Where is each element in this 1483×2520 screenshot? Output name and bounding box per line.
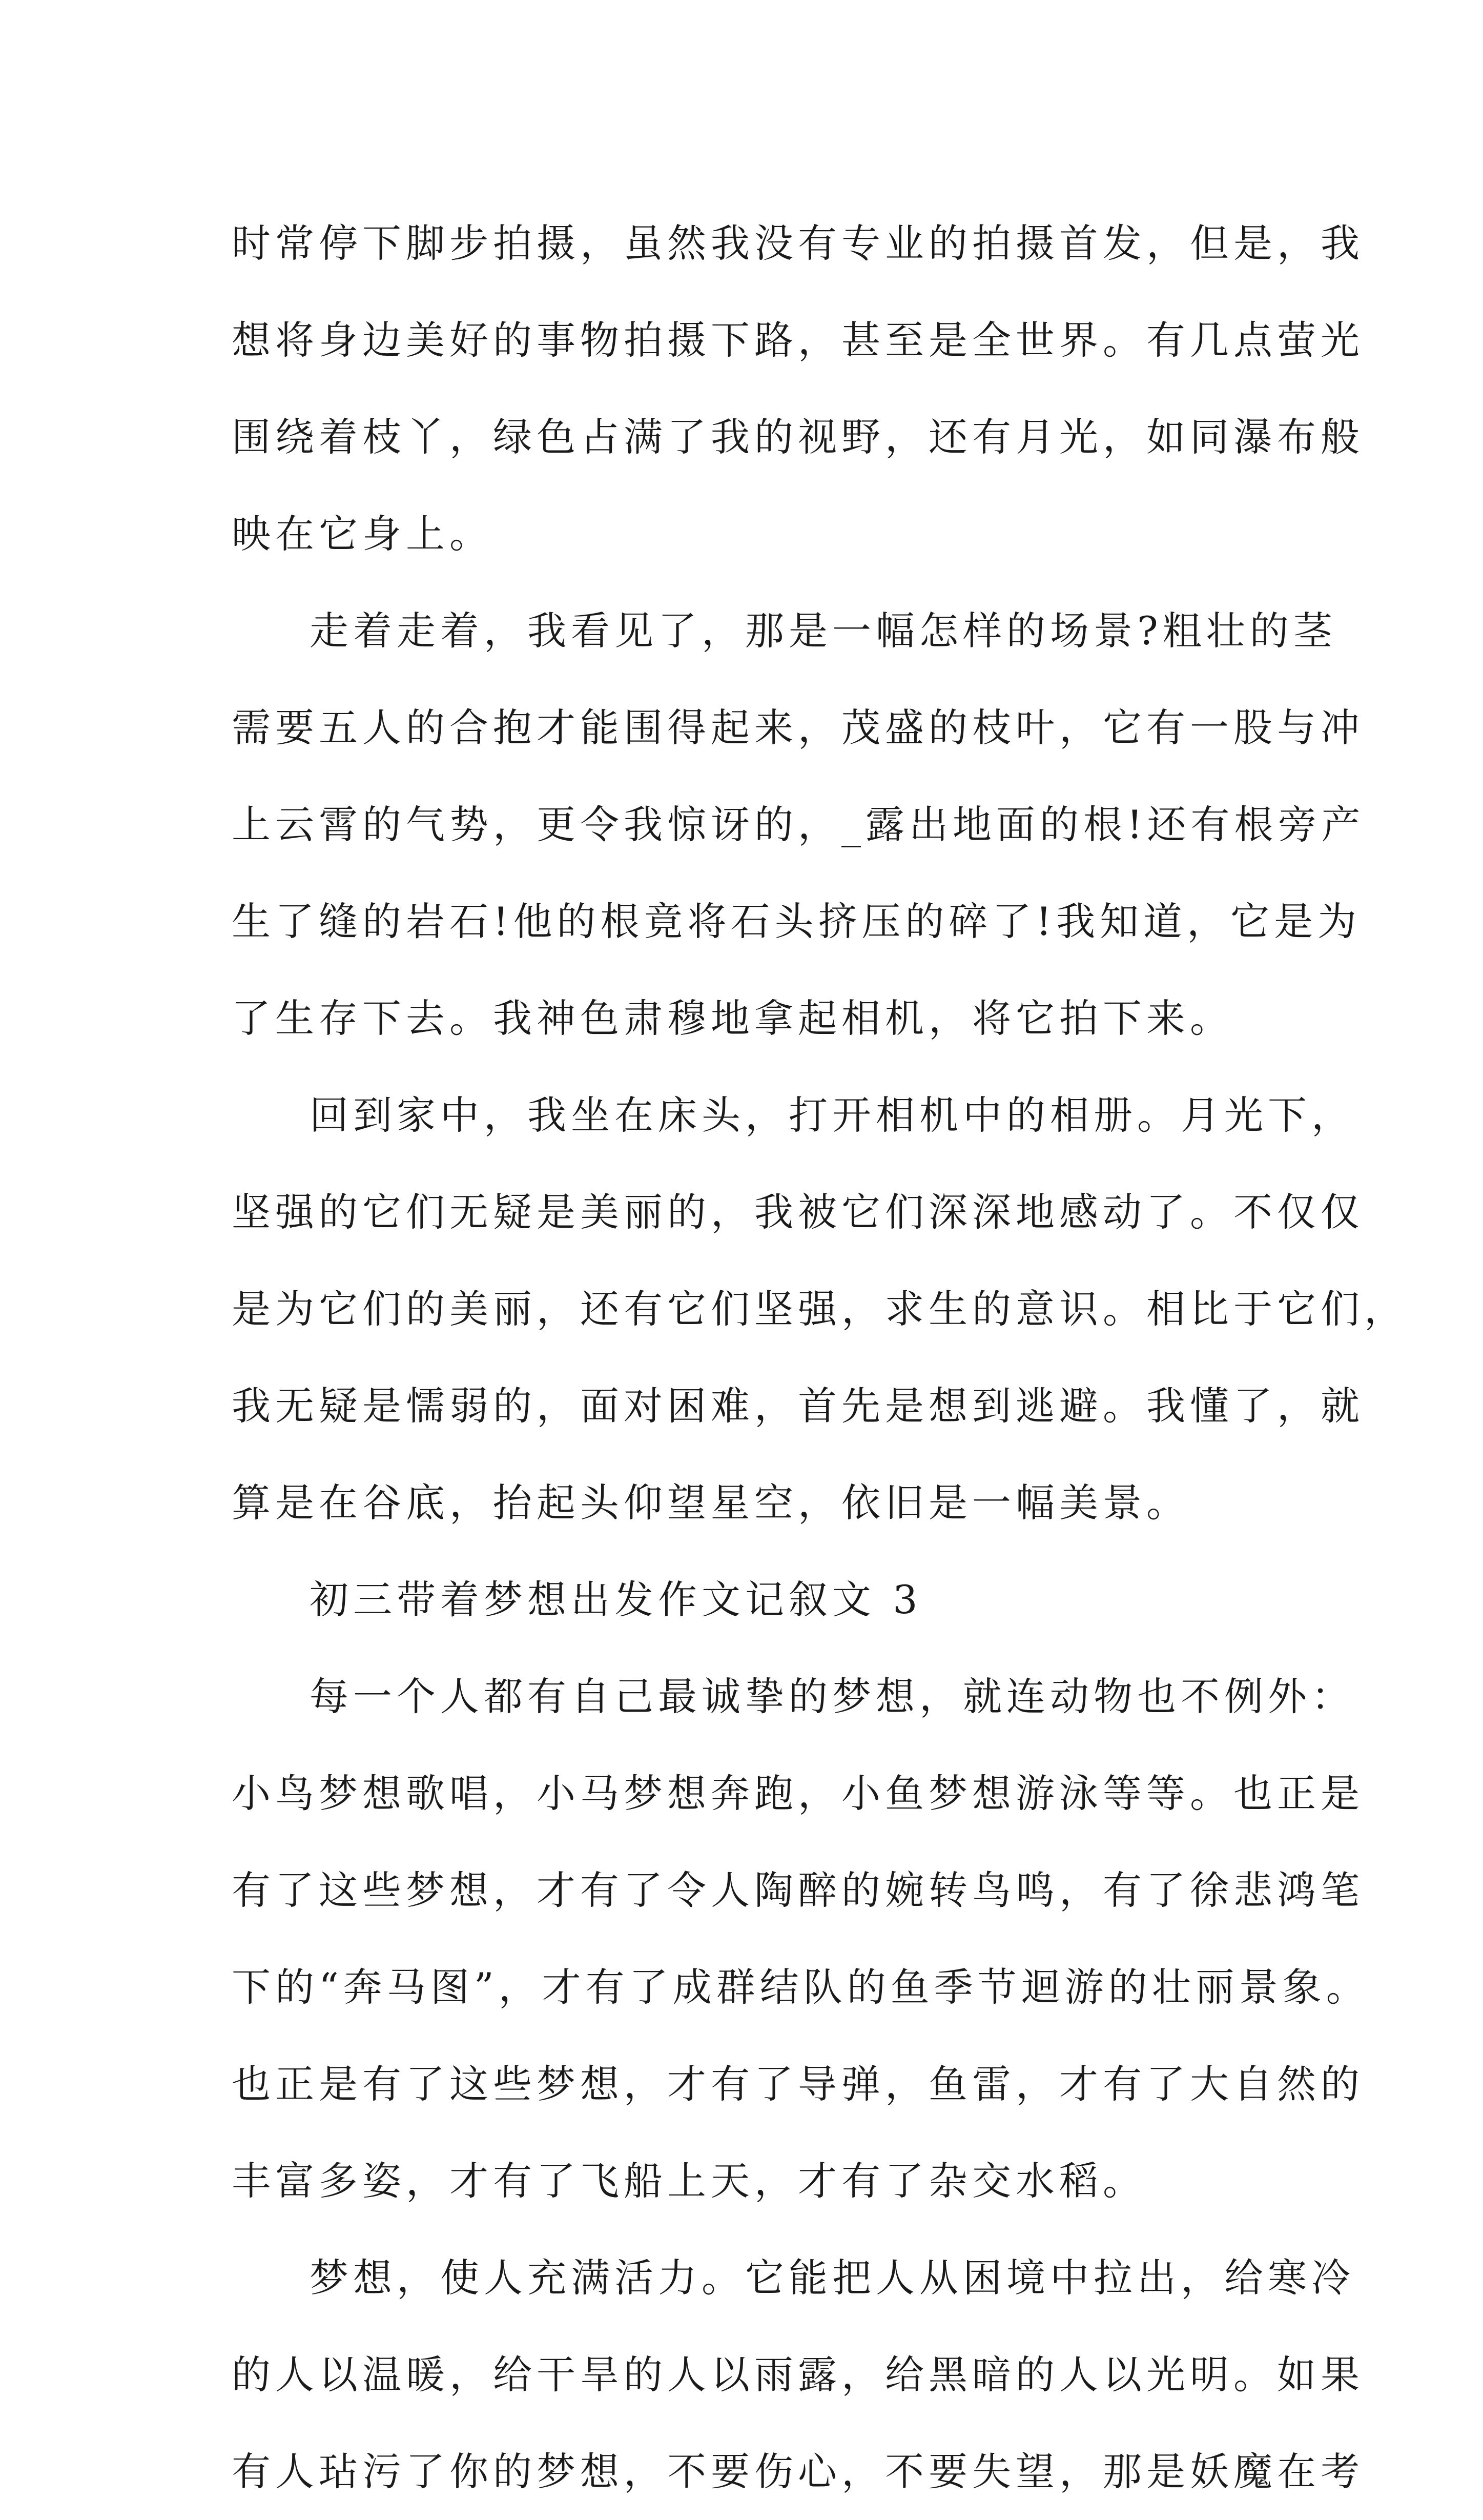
text-line: 生了缝的岩石!他的根竟将石头挤压的碎了!我知道，它是为	[232, 899, 1362, 944]
text-line: 了生存下去。我神色肃穆地拿起相机，将它拍下来。	[232, 995, 1233, 1041]
text-line: 也正是有了这些梦想，才有了导弹，鱼雷，才有了大自然的	[232, 2061, 1364, 2107]
text-line: 算是在谷底，抬起头仰望星空，依旧是一幅美景。	[232, 1480, 1190, 1526]
section-heading: 初三带着梦想出发作文记叙文 3	[310, 1577, 922, 1622]
text-line: 有人玷污了你的梦想，不要伤心，不要失望，那是妖魔在考	[232, 2449, 1364, 2494]
text-line: 小鸟梦想歌唱，小马梦想奔跑，小鱼梦想游泳等等。也正是	[232, 1771, 1364, 1816]
text-line: 是为它们的美丽，还有它们坚强，求生的意识。相比于它们，	[232, 1286, 1408, 1332]
text-line: 下的“奔马图”，才有了成群结队的鱼季节迴游的壮丽景象。	[232, 1964, 1370, 2010]
paragraph-start-line: 梦想，使人充满活力。它能把人从困境中拉出，给寒冷	[310, 2255, 1355, 2301]
text-line: 映在它身上。	[232, 511, 493, 557]
text-line: 需要五人的合抱才能围得起来，茂盛的枝叶，它有一股与冲	[232, 705, 1364, 750]
paragraph-start-line: 走着走着，我看见了，那是一幅怎样的场景?粗壮的茎	[310, 608, 1337, 654]
paragraph-start-line: 每一个人都有自己最诚挚的梦想，就连动物也不例外：	[310, 1674, 1355, 1719]
paragraph-start-line: 回到家中，我坐在床头，打开相机中的相册。月光下，	[310, 1092, 1355, 1138]
text-line: 上云霄的气势，更令我惊讶的，_露出地面的根!还有根旁产	[232, 802, 1365, 847]
text-line: 时常停下脚步拍摄，虽然我没有专业的拍摄首发，但是，我	[232, 220, 1364, 266]
text-line: 的人以温暖，给干旱的人以雨露，给黑暗的人以光明。如果	[232, 2352, 1364, 2397]
text-line: 想将身边美好的事物拍摄下路，甚至是全世界。有几点萤光	[232, 317, 1364, 363]
text-line: 坚强的它们无疑是美丽的，我被它们深深地感动了。不仅仅	[232, 1189, 1364, 1235]
document-body	[232, 195, 1408, 2520]
text-line: 围绕着枝丫，绿色占满了我的视野，还有月光，如同瀑布般	[232, 414, 1364, 460]
text-line: 我无疑是懦弱的，面对困难，首先是想到逃避。我懂了，就	[232, 1383, 1364, 1429]
text-line: 有了这些梦想，才有了令人陶醉的婉转鸟鸣，有了徐悲鸿笔	[232, 1867, 1364, 1913]
text-line: 丰富多姿，才有了飞船上天，才有了杂交水稻。	[232, 2158, 1146, 2204]
